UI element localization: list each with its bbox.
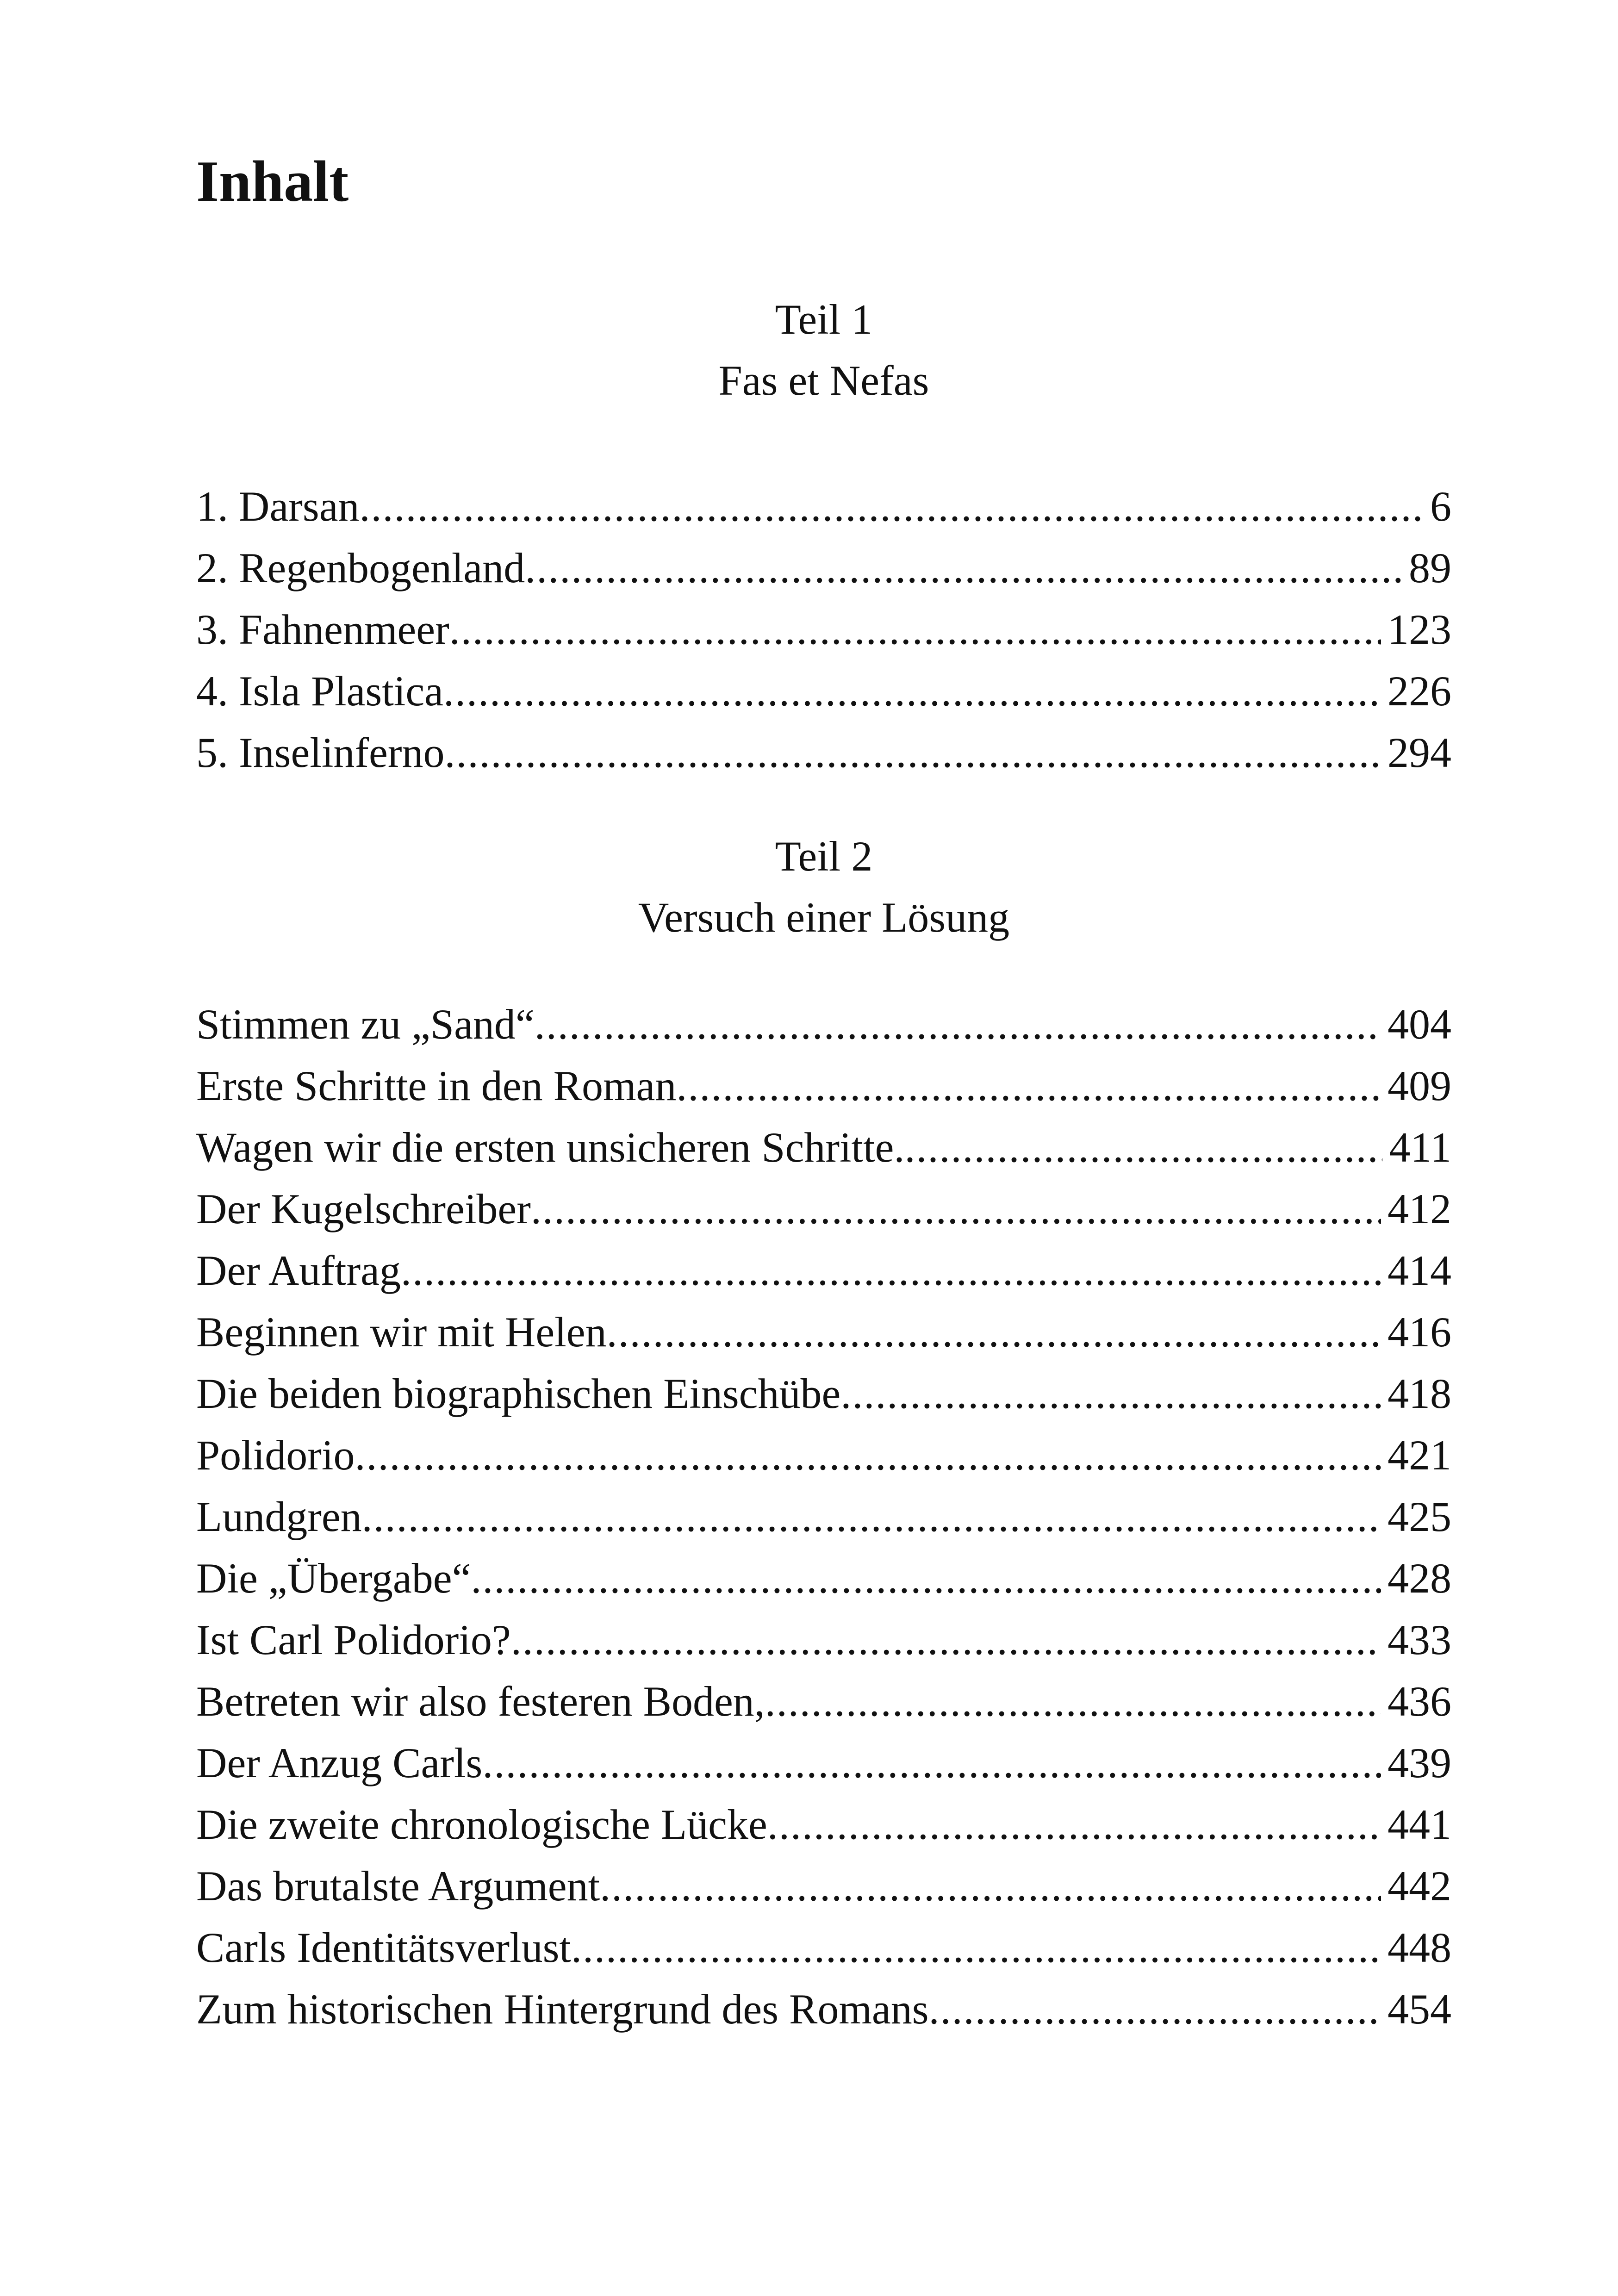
toc-entry-title: Lundgren bbox=[196, 1493, 362, 1540]
toc-entry[interactable] bbox=[196, 1855, 1451, 1917]
toc-entry[interactable] bbox=[196, 660, 1451, 722]
toc-entry-title: Erste Schritte in den Roman bbox=[196, 1062, 677, 1109]
dot-leader bbox=[607, 1301, 1381, 1363]
toc-entry-title: Zum historischen Hintergrund des Romans bbox=[196, 1985, 929, 2033]
dot-leader bbox=[401, 1240, 1381, 1301]
dot-leader bbox=[765, 1671, 1381, 1732]
toc-entry-page: 6 bbox=[1430, 483, 1451, 530]
dot-leader bbox=[525, 537, 1402, 599]
toc-entry-title: 5. Inselinferno bbox=[196, 729, 445, 776]
toc-entry-page: 226 bbox=[1388, 667, 1451, 715]
toc-entry[interactable] bbox=[196, 1117, 1451, 1178]
toc-entry[interactable] bbox=[196, 1425, 1451, 1486]
part-heading-2 bbox=[196, 826, 1451, 948]
toc-entry[interactable] bbox=[196, 994, 1451, 1055]
dot-leader bbox=[449, 599, 1381, 660]
toc-entry-page: 454 bbox=[1388, 1985, 1451, 2033]
part-subtitle: Fas et Nefas bbox=[718, 357, 929, 404]
part-label: Teil 2 bbox=[775, 833, 873, 880]
toc-list-part-1 bbox=[196, 476, 1451, 784]
dot-leader bbox=[929, 1979, 1381, 2040]
toc-entry-page: 123 bbox=[1388, 606, 1451, 653]
toc-entry-page: 418 bbox=[1388, 1370, 1451, 1417]
toc-entry-title: Der Auftrag bbox=[196, 1247, 401, 1294]
dot-leader bbox=[355, 1425, 1381, 1486]
toc-entry-title: 4. Isla Plastica bbox=[196, 667, 443, 715]
dot-leader bbox=[600, 1855, 1381, 1917]
toc-entry-page: 409 bbox=[1388, 1062, 1451, 1109]
dot-leader bbox=[676, 1055, 1381, 1117]
toc-entry[interactable] bbox=[196, 1548, 1451, 1609]
toc-entry[interactable] bbox=[196, 1979, 1451, 2040]
toc-entry-page: 428 bbox=[1388, 1555, 1451, 1602]
part-subtitle: Versuch einer Lösung bbox=[638, 894, 1010, 941]
toc-entry-page: 89 bbox=[1409, 544, 1451, 591]
toc-entry-title: Polidorio bbox=[196, 1431, 355, 1479]
toc-entry-page: 425 bbox=[1388, 1493, 1451, 1540]
toc-list-part-2 bbox=[196, 994, 1451, 2040]
toc-entry-title: 3. Fahnenmeer bbox=[196, 606, 449, 653]
dot-leader bbox=[571, 1917, 1381, 1979]
toc-entry[interactable] bbox=[196, 1671, 1451, 1732]
toc-entry-title: Die „Übergabe“ bbox=[196, 1555, 471, 1602]
toc-entry-page: 433 bbox=[1388, 1616, 1451, 1663]
toc-entry[interactable] bbox=[196, 1301, 1451, 1363]
dot-leader bbox=[362, 1486, 1381, 1548]
toc-entry[interactable] bbox=[196, 1917, 1451, 1979]
dot-leader bbox=[511, 1609, 1381, 1671]
dot-leader bbox=[767, 1794, 1381, 1855]
toc-entry-page: 404 bbox=[1388, 1001, 1451, 1048]
toc-entry-page: 414 bbox=[1388, 1247, 1451, 1294]
dot-leader bbox=[471, 1548, 1381, 1609]
toc-entry-page: 448 bbox=[1388, 1924, 1451, 1971]
toc-entry-title: Der Kugelschreiber bbox=[196, 1185, 531, 1232]
toc-entry-title: Wagen wir die ersten unsicheren Schritte. bbox=[196, 1124, 905, 1171]
toc-entry-page: 441 bbox=[1388, 1801, 1451, 1848]
toc-entry[interactable] bbox=[196, 537, 1451, 599]
dot-leader bbox=[445, 722, 1381, 784]
toc-entry-title: Carls Identitätsverlust bbox=[196, 1924, 571, 1971]
toc-entry[interactable] bbox=[196, 1240, 1451, 1301]
toc-entry-title: Beginnen wir mit Helen bbox=[196, 1308, 607, 1356]
toc-entry-title: Das brutalste Argument bbox=[196, 1862, 600, 1910]
dot-leader bbox=[905, 1117, 1383, 1178]
toc-entry[interactable] bbox=[196, 1486, 1451, 1548]
toc-entry-title: Betreten wir also festeren Boden, bbox=[196, 1678, 765, 1725]
dot-leader bbox=[531, 1178, 1381, 1240]
toc-entry[interactable] bbox=[196, 1055, 1451, 1117]
toc-entry-title: Die zweite chronologische Lücke bbox=[196, 1801, 767, 1848]
toc-entry-title: Ist Carl Polidorio? bbox=[196, 1616, 511, 1663]
toc-entry-page: 412 bbox=[1388, 1185, 1451, 1232]
toc-entry-page: 436 bbox=[1388, 1678, 1451, 1725]
toc-entry-page: 442 bbox=[1388, 1862, 1451, 1910]
toc-entry[interactable] bbox=[196, 1732, 1451, 1794]
dot-leader bbox=[840, 1363, 1381, 1425]
toc-entry-page: 411 bbox=[1389, 1124, 1451, 1171]
dot-leader bbox=[535, 994, 1381, 1055]
toc-entry[interactable] bbox=[196, 599, 1451, 660]
toc-entry-title: Die beiden biographischen Einschübe bbox=[196, 1370, 841, 1417]
page-title: Inhalt bbox=[196, 149, 349, 214]
toc-entry-page: 416 bbox=[1388, 1308, 1451, 1356]
toc-entry[interactable] bbox=[196, 1363, 1451, 1425]
toc-entry-page: 439 bbox=[1388, 1739, 1451, 1786]
toc-entry-page: 421 bbox=[1388, 1431, 1451, 1479]
dot-leader bbox=[443, 660, 1381, 722]
toc-entry-title: 1. Darsan bbox=[196, 483, 360, 530]
toc-entry-title: 2. Regenbogenland bbox=[196, 544, 525, 591]
toc-entry-page: 294 bbox=[1388, 729, 1451, 776]
toc-entry[interactable] bbox=[196, 1609, 1451, 1671]
dot-leader bbox=[360, 476, 1424, 537]
toc-entry-title: Der Anzug Carls bbox=[196, 1739, 483, 1786]
part-heading-1 bbox=[196, 289, 1451, 411]
toc-entry[interactable] bbox=[196, 1794, 1451, 1855]
part-label: Teil 1 bbox=[775, 296, 873, 343]
toc-entry[interactable] bbox=[196, 1178, 1451, 1240]
toc-entry[interactable] bbox=[196, 476, 1451, 537]
toc-entry-title: Stimmen zu „Sand“ bbox=[196, 1001, 535, 1048]
toc-entry[interactable] bbox=[196, 722, 1451, 784]
dot-leader bbox=[482, 1732, 1381, 1794]
